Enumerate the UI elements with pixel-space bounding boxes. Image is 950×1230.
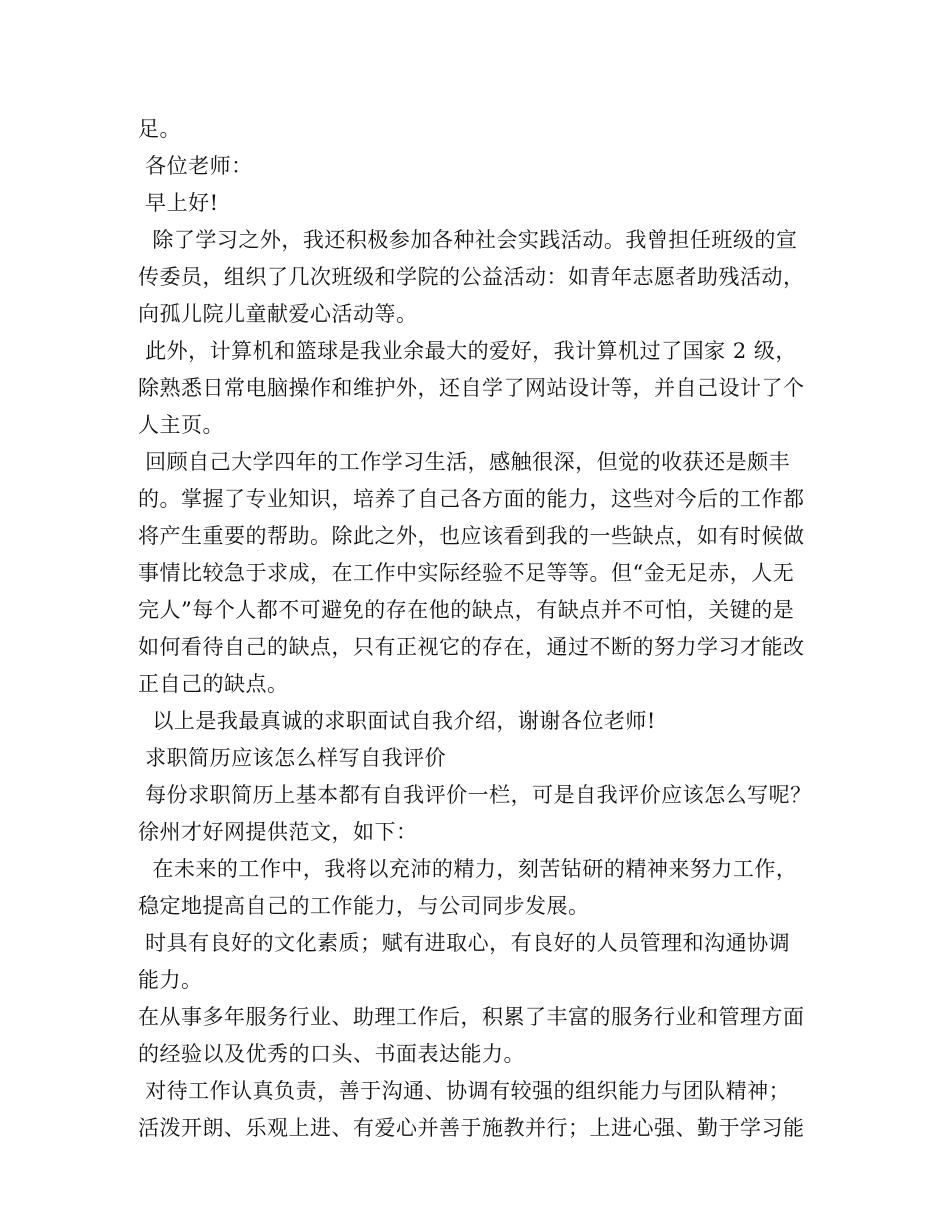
text-line: 此外，计算机和篮球是我业余最大的爱好，我计算机过了国家 2 级， <box>138 339 797 363</box>
text-line: 足。 <box>138 117 181 141</box>
text-line: 各位老师： <box>138 154 253 178</box>
text-line: 除熟悉日常电脑操作和维护外，还自学了网站设计等，并自己设计了个 <box>138 376 805 400</box>
text-line: 的。掌握了专业知识，培养了自己各方面的能力，这些对今后的工作都 <box>138 487 805 511</box>
text-line: 传委员，组织了几次班级和学院的公益活动：如青年志愿者助残活动， <box>138 265 805 289</box>
text-line: 在未来的工作中，我将以充沛的精力，刻苦钻研的精神来努力工作， <box>138 857 798 881</box>
text-line: 除了学习之外，我还积极参加各种社会实践活动。我曾担任班级的宣 <box>138 228 798 252</box>
text-line: 活泼开朗、乐观上进、有爱心并善于施教并行；上进心强、勤于学习能 <box>138 1116 805 1140</box>
text-line: 回顾自己大学四年的工作学习生活，感触很深，但觉的收获还是颇丰 <box>138 450 791 474</box>
text-line: 对待工作认真负责，善于沟通、协调有较强的组织能力与团队精神； <box>138 1079 791 1103</box>
text-line: 如何看待自己的缺点，只有正视它的存在，通过不断的努力学习才能改 <box>138 635 805 659</box>
text-line: 完人”每个人都不可避免的存在他的缺点，有缺点并不可怕，关键的是 <box>138 598 795 622</box>
text-line: 徐州才好网提供范文，如下： <box>138 820 418 844</box>
text-line: 时具有良好的文化素质；赋有进取心，有良好的人员管理和沟通协调 <box>138 931 791 955</box>
text-line: 以上是我最真诚的求职面试自我介绍，谢谢各位老师! <box>138 709 656 733</box>
text-line: 事情比较急于求成，在工作中实际经验不足等等。但“金无足赤，人无 <box>138 561 795 585</box>
text-line: 在从事多年服务行业、助理工作后，积累了丰富的服务行业和管理方面 <box>138 1005 805 1029</box>
text-line: 人主页。 <box>138 413 224 437</box>
text-line: 每份求职简历上基本都有自我评价一栏，可是自我评价应该怎么写呢？ <box>138 783 812 807</box>
text-line: 正自己的缺点。 <box>138 672 289 696</box>
text-line: 的经验以及优秀的口头、书面表达能力。 <box>138 1042 525 1066</box>
text-line: 向孤儿院儿童献爱心活动等。 <box>138 302 418 326</box>
text-line: 能力。 <box>138 968 203 992</box>
text-line: 求职简历应该怎么样写自我评价 <box>138 746 447 770</box>
text-line: 稳定地提高自己的工作能力，与公司同步发展。 <box>138 894 590 918</box>
text-line: 将产生重要的帮助。除此之外，也应该看到我的一些缺点，如有时候做 <box>138 524 805 548</box>
text-line: 早上好! <box>138 191 219 215</box>
